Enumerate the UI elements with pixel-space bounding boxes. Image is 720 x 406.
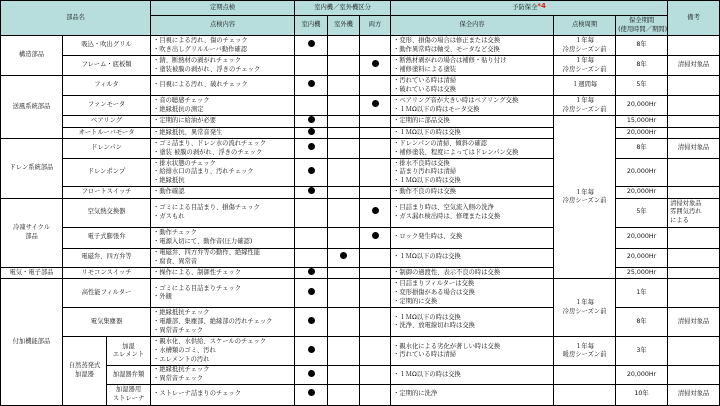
- inspection-cycle: １週間毎: [554, 76, 616, 96]
- bullet-icon: [340, 252, 347, 259]
- header-remarks: 備考: [668, 1, 720, 36]
- table-row: [1, 279, 720, 308]
- bullet-icon: [308, 268, 315, 275]
- maintenance-period: 3年: [616, 337, 668, 366]
- maintenance-period: 8年: [616, 139, 668, 159]
- outdoor-mark: [328, 248, 360, 267]
- both-mark: [360, 227, 391, 248]
- maintenance-content: ・制御の過渡性、表示不良の時は交換: [391, 267, 554, 279]
- maintenance-period: 25,000Hr: [616, 267, 668, 279]
- inspection-cycle-merged: １年毎 冷房シーズン前: [554, 116, 616, 279]
- remarks: [668, 127, 720, 139]
- indoor-mark: [295, 159, 328, 187]
- indoor-mark: [295, 187, 328, 199]
- check-content: ・ゴミによる目詰まり、損傷チェック ・ガスもれ: [151, 198, 295, 227]
- maintenance-content: ・ロック発生時は、交換: [391, 227, 554, 248]
- bullet-icon: [308, 346, 315, 353]
- remarks: 清掃対象品: [668, 139, 720, 159]
- bullet-icon: [372, 232, 379, 239]
- bullet-icon: [308, 187, 315, 194]
- check-content: ・定期的に給油が必要: [151, 116, 295, 128]
- maintenance-content: ・１ＭΩ以下の時は交換 ・洗浄、放電線切れ時は交換: [391, 308, 554, 337]
- bullet-icon: [308, 128, 315, 135]
- part-name: 高性能フィルター: [63, 279, 151, 308]
- remarks: 清掃対象品: [668, 308, 720, 337]
- maintenance-content: ・目詰まりフィルターは交換 ・変形損傷がある場合は交換 ・定期的に交換: [391, 279, 554, 308]
- part-name: 空気熱交換器: [63, 198, 151, 227]
- inspection-cycle: １年毎 暖房シーズン前: [554, 337, 616, 366]
- maintenance-period: 20,000Hr: [616, 187, 668, 199]
- maintenance-content: ・ベアリング音が大きい時はベアリング交換 ・１ＭΩ以下の時はモータ交換: [391, 96, 554, 116]
- maintenance-period: 1年: [616, 279, 668, 308]
- maintenance-content: ・変形、損傷の場合は修正または交換 ・動作異常時は軸受、モータなど交換: [391, 36, 554, 56]
- header-periodic-inspection: 定期点検: [151, 1, 295, 16]
- check-content: ・操作による、制御性チェック: [151, 267, 295, 279]
- both-mark: [360, 96, 391, 116]
- check-content: ・動作確認: [151, 187, 295, 199]
- indoor-mark: [295, 337, 328, 366]
- group-additional: 付加機能部品: [1, 279, 63, 405]
- maintenance-period: 5年: [616, 76, 668, 96]
- maintenance-content: ・排水不良時は交換 ・詰まり汚れ時は清掃 ・１ＭΩ以下の時は交換: [391, 159, 554, 187]
- maintenance-period: 15,000Hr: [616, 116, 668, 128]
- check-content: ・排水状態のチェック ・給排水口の詰まり、汚れチェック ・絶縁抵抗: [151, 159, 295, 187]
- header-maintenance-content: 保全内容: [391, 16, 554, 36]
- check-content: ・絶縁抵抗、異常音発生: [151, 127, 295, 139]
- inspection-cycle: １年毎 冷房シーズン前: [554, 96, 616, 116]
- part-name: 電磁弁、四方弁等: [63, 248, 151, 267]
- table-row: [1, 384, 720, 405]
- remarks: [668, 248, 720, 267]
- maintenance-content: ・１ＭΩ以下の時は交換: [391, 248, 554, 267]
- table-body: [1, 36, 720, 406]
- part-name: ドレンポンプ: [63, 159, 151, 187]
- remarks: [668, 96, 720, 116]
- remarks: [668, 187, 720, 199]
- header-both: 両方: [360, 16, 391, 36]
- maintenance-period: 10年: [616, 384, 668, 405]
- maintenance-content: ・目詰まり時は、空気流入側の洗浄 ・ガス漏れ検出時は、修理または交換: [391, 198, 554, 227]
- part-name: 加湿器弁類: [107, 366, 151, 384]
- check-content: ・音の聴感チェック ・絶縁抵抗の測定: [151, 96, 295, 116]
- part-name: 加湿器用 ストレーナ: [107, 384, 151, 405]
- maintenance-period: 20,000Hr: [616, 96, 668, 116]
- part-name: ベアリング: [63, 116, 151, 128]
- check-content: ・錆、断熱材の剥がれチェック ・塗装被膜の剥がれ、浮きのチェック: [151, 56, 295, 76]
- bullet-icon: [308, 370, 315, 377]
- header-preventive-maintenance: 予防保全*4: [391, 1, 668, 16]
- bullet-icon: [308, 389, 315, 396]
- bullet-icon: [308, 40, 315, 47]
- header-inspection-cycle: 点検周期: [554, 16, 616, 36]
- inspection-cycle: １年毎 冷房シーズン前: [554, 56, 616, 76]
- group-air-blower: 送風系統部品: [1, 76, 63, 139]
- header-inspection-content: 点検内容: [151, 16, 295, 36]
- maintenance-period: 20,000Hr: [616, 227, 668, 248]
- remarks: [668, 36, 720, 56]
- remarks: 清掃対象品: [668, 384, 720, 405]
- check-content: ・親水化、水供給、スケールのチェック ・水槽類のゴミ、汚れ ・エレメントの汚れ: [151, 337, 295, 366]
- check-content: ・電磁弁、四方弁等の動作、絶縁性能 ・腐食、異常音: [151, 248, 295, 267]
- indoor-mark: [295, 127, 328, 139]
- group-electrical: 電気・電子部品: [1, 267, 63, 279]
- maintenance-content: ・定期的に部品交換: [391, 116, 554, 128]
- maintenance-period: 20,000Hr: [616, 366, 668, 384]
- table-row: [1, 366, 720, 384]
- table-row: [1, 116, 720, 128]
- table-row: [1, 36, 720, 56]
- part-name: 電気集塵器: [63, 308, 151, 337]
- maintenance-period: 8年: [616, 308, 668, 337]
- part-name: リモコンスイッチ: [63, 267, 151, 279]
- maintenance-content: ・１ＭΩ以下の時は交換: [391, 127, 554, 139]
- maintenance-content: ・断熱材剥がれの場合は補修・貼り付け ・補修塗料による塗装: [391, 56, 554, 76]
- indoor-mark: [295, 116, 328, 128]
- bullet-icon: [308, 116, 315, 123]
- header-part-name: 部品名: [1, 1, 151, 36]
- indoor-mark: [295, 267, 328, 279]
- inspection-cycle: １年毎 冷房シーズン前: [554, 36, 616, 56]
- maintenance-period: 8年: [616, 56, 668, 76]
- bullet-icon: [308, 317, 315, 324]
- part-name: ファンモータ: [63, 96, 151, 116]
- maintenance-period: 20,000Hr: [616, 159, 668, 187]
- group-humidifier: 自然蒸発式 加湿器: [63, 337, 107, 405]
- part-name: 加湿 エレメント: [107, 337, 151, 366]
- indoor-mark: [295, 384, 328, 405]
- bullet-icon: [372, 207, 379, 214]
- maintenance-content: ・１ＭΩ以下の時は交換: [391, 366, 554, 384]
- check-content: ・動作チェック ・電源入切にて、動作音(圧力確認): [151, 227, 295, 248]
- part-name: フィルタ: [63, 76, 151, 96]
- header-indoor: 室内機: [295, 16, 328, 36]
- both-mark: [360, 198, 391, 227]
- bullet-icon: [372, 100, 379, 107]
- check-content: ・ストレーナ詰まりのチェック: [151, 384, 295, 405]
- both-mark: [360, 56, 391, 76]
- maintenance-period: 20,000Hr: [616, 248, 668, 267]
- table-row: [1, 76, 720, 96]
- header-outdoor: 室外機: [328, 16, 360, 36]
- indoor-mark: [295, 279, 328, 308]
- part-name: 吸込・吹出グリル: [63, 36, 151, 56]
- table-row: [1, 337, 720, 366]
- bullet-icon: [308, 167, 315, 174]
- check-content: ・目視による汚れ、破れチェック: [151, 76, 295, 96]
- remarks: [668, 366, 720, 384]
- bullet-icon: [308, 80, 315, 87]
- remarks: [668, 267, 720, 279]
- bullet-icon: [308, 143, 315, 150]
- check-content: ・絶縁抵抗チェック ・異常音チェック: [151, 366, 295, 384]
- table-row: [1, 56, 720, 76]
- check-content: ・ゴミ詰まり、ドレン水の流れチェック ・塗装 被膜の剥がれ、浮きのチェック: [151, 139, 295, 159]
- indoor-mark: [295, 139, 328, 159]
- part-name: ドレンパン: [63, 139, 151, 159]
- maintenance-content: ・汚れている時は清掃 ・破れている時は交換: [391, 76, 554, 96]
- footnote-mark: *4: [537, 1, 546, 10]
- header-maintenance-period: 保全期間 (使用時間／期間): [616, 16, 668, 36]
- maintenance-period: 5年: [616, 198, 668, 227]
- group-refrigeration: 冷凍サイクル 部品: [1, 198, 63, 267]
- maintenance-content: ・親水化による劣化が著しい時は交換 ・汚れている時は清掃: [391, 337, 554, 366]
- maintenance-content: ・動作不良の時は交換: [391, 187, 554, 199]
- part-name: フレーム・底板類: [63, 56, 151, 76]
- header-unit-category: 室内機／室外機区分: [295, 1, 391, 16]
- remarks: 清掃対象品: [668, 56, 720, 76]
- indoor-mark: [295, 308, 328, 337]
- indoor-mark: [295, 76, 328, 96]
- remarks: [668, 337, 720, 366]
- inspection-cycle: １年毎 冷房シーズン前: [554, 279, 616, 337]
- bullet-icon: [372, 60, 379, 67]
- bullet-icon: [308, 288, 315, 295]
- part-name: フロートスイッチ: [63, 187, 151, 199]
- remarks: [668, 279, 720, 308]
- check-content: ・絶縁抵抗チェック ・電離部、集塵部、絶縁部の汚れチェック ・異常音チェック: [151, 308, 295, 337]
- remarks: [668, 227, 720, 248]
- group-structure: 構造部品: [1, 36, 63, 76]
- part-name: オートルーバモータ: [63, 127, 151, 139]
- part-name: 電子式膨張弁: [63, 227, 151, 248]
- maintenance-content: ・定期的に洗浄: [391, 384, 554, 405]
- indoor-mark: [295, 36, 328, 56]
- remarks: 清掃対象品 雰囲気汚れ による: [668, 198, 720, 227]
- maintenance-period: 20,000Hr: [616, 127, 668, 139]
- indoor-mark: [295, 366, 328, 384]
- table-row: [1, 96, 720, 116]
- maintenance-content: ・ドレンパンの清掃、傾斜の確認 ・補修塗装、程度によってはドレンパン交換: [391, 139, 554, 159]
- remarks: [668, 159, 720, 187]
- check-content: ・ゴミによる目詰まりチェック ・外観: [151, 279, 295, 308]
- check-content: ・目視による汚れ、傷のチェック ・吹き出しグリルルーバ動作確認: [151, 36, 295, 56]
- remarks: [668, 116, 720, 128]
- maintenance-period: 8年: [616, 36, 668, 56]
- remarks: [668, 76, 720, 96]
- group-drain: ドレン系統部品: [1, 139, 63, 199]
